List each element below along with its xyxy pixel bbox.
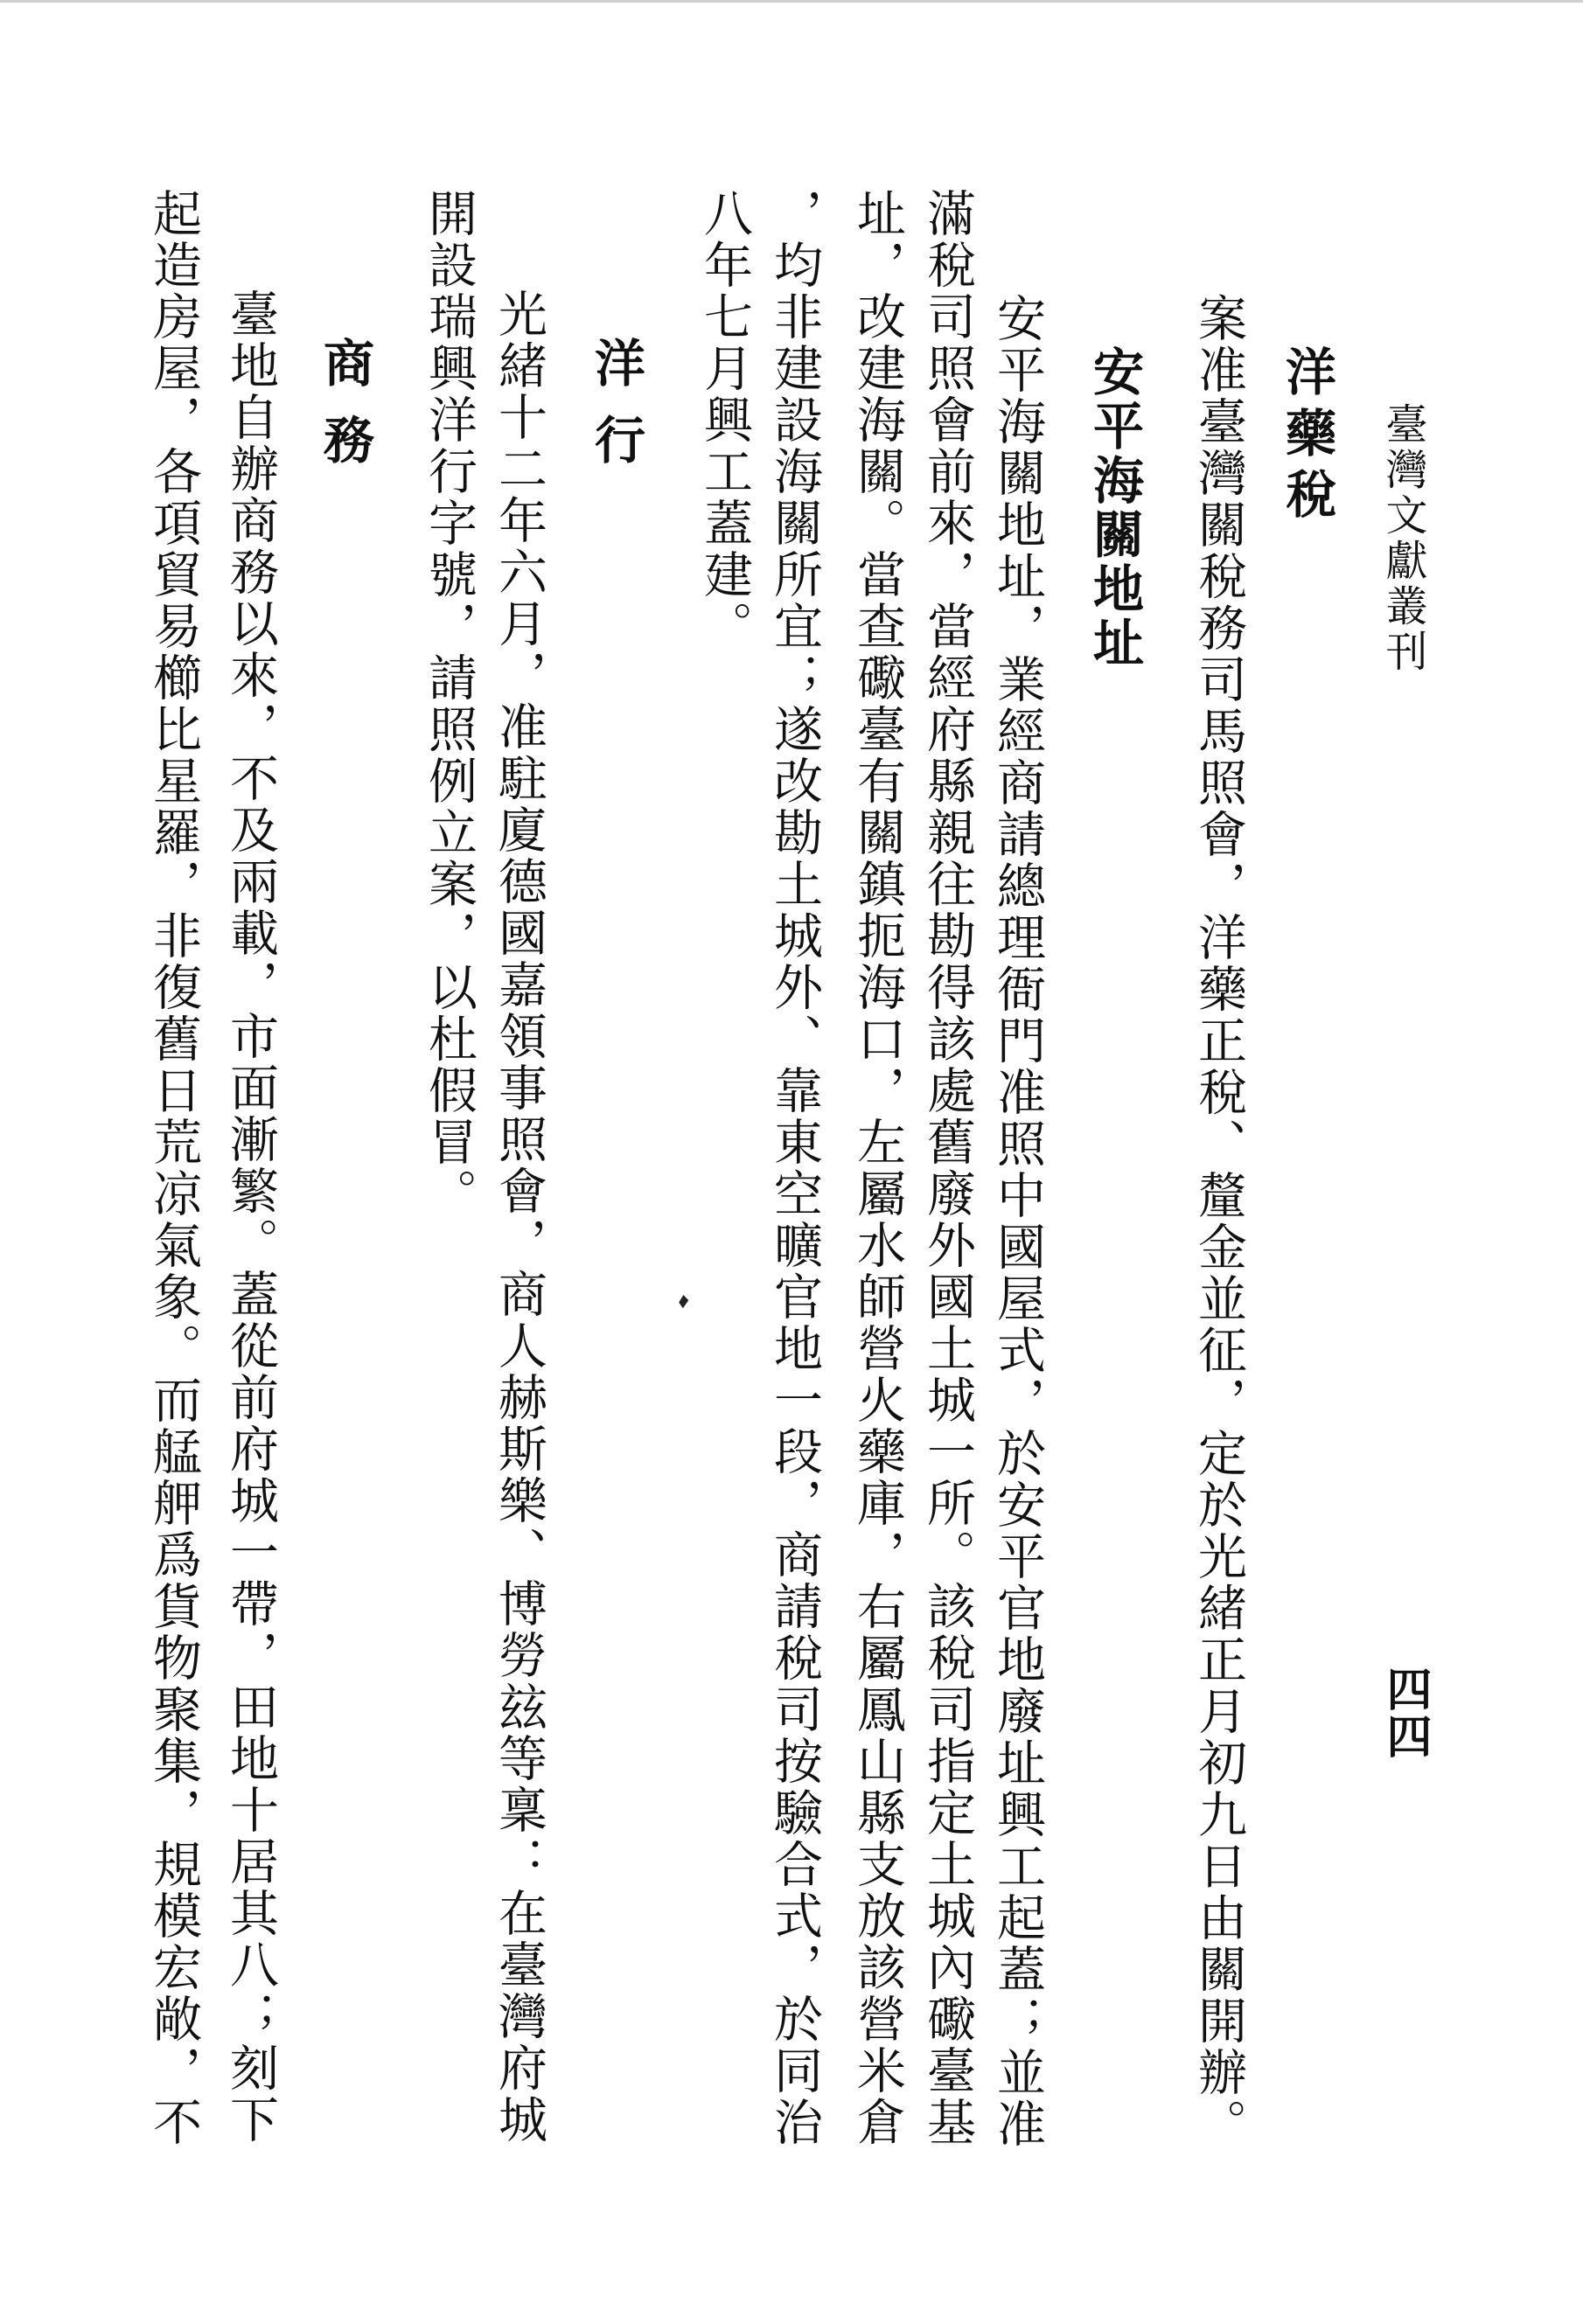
section-heading-opium-tax: 洋藥稅 [1277,345,1336,529]
body-line: 起造房屋，各項貿易櫛比星羅，非復舊日荒凉氣象。而艋舺爲貨物聚集，規模宏敞，不 [145,188,202,2148]
scan-edge [0,0,1583,3]
body-line: 光緒十二年六月，准駐廈德國嘉領事照會，商人赫斯樂、博勞玆等稟：在臺灣府城 [491,289,547,2146]
body-line: ，均非建設海關所宜；遂改勘土城外、靠東空曠官地一段，商請稅司按驗合式，於同治 [766,188,823,2148]
body-line: 八年七月興工蓋建。 [696,188,753,652]
section-heading-anping-customs: 安平海關地址 [1084,345,1144,671]
body-line: 安平海關地址，業經商請總理衙門准照中國屋式，於安平官地廢址興工起蓋；並准 [989,293,1046,2150]
body-line: 開設瑞興洋行字號，請照例立案，以杜假冒。 [421,188,478,1220]
ink-speck [675,1292,693,1312]
page-number: 四四 [1378,1666,1432,1760]
body-line: 滿稅司照會前來，當經府縣親往勘得該處舊廢外國土城一所。該稅司指定土城內礮臺基 [919,188,976,2148]
running-title: 臺灣文獻叢刊 [1378,402,1427,675]
body-line: 臺地自辦商務以來，不及兩載，市面漸繁。蓋從前府城一帶，田地十居其八；刻下 [222,289,279,2146]
section-heading-foreign-firms: 洋行 [586,337,645,491]
section-heading-commerce: 商務 [315,337,374,491]
body-line: 址，改建海關。當查礮臺有關鎮扼海口，左屬水師營火藥庫，右屬鳳山縣支放該營米倉 [849,188,906,2148]
body-line: 案准臺灣關稅務司馬照會，洋藥正稅、釐金並征，定於光緒正月初九日由關開辦。 [1190,293,1247,2150]
